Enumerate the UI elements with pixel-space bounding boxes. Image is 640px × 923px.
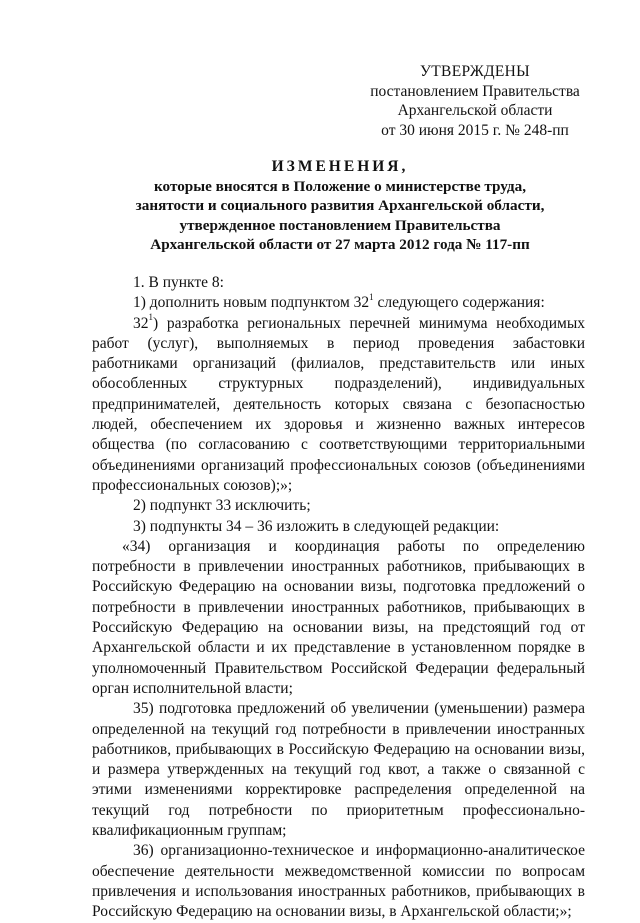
document-title: [100, 157, 580, 255]
paragraph-32-1-text: ) разработка региональных перечней минимума необходимых работ (услуг), выполняемых в период проведения забастовки работниками организаций (филиалов, представительств или иных обособленных структурных подразделений), индивидуальных предпринимателей, деятельность которых связана с безопасностью людей, обеспечением их здоровья и жизненно важных интересов общества (по согласованию с соответствующими территориальными объединениями организаций профессиональных союзов (объединениями профессиональных союзов);»;: [92, 314, 585, 494]
paragraph-subpoint-1-text: 1) дополнить новым подпунктом 32: [133, 294, 370, 312]
title-line-4: Архангельской области от 27 марта 2012 года № 117-пп: [150, 236, 530, 253]
paragraph-subpoint-1-tail: следующего содержания:: [373, 294, 545, 312]
paragraph-point-1: 1. В пункте 8:: [133, 274, 224, 291]
title-line-3: утвержденное постановлением Правительства: [179, 216, 501, 234]
document-body: [92, 273, 585, 923]
paragraph-36: 36) организационно-техническое и информационно-аналитическое обеспечение деятельности межведомственной комиссии по вопросам привлечения и использования иностранных работников, прибывающих в Российскую Федерацию на основании визы, в Архангельской области;»;: [92, 842, 585, 921]
approval-line-2: Архангельской области: [397, 102, 553, 119]
approval-block: [355, 62, 595, 140]
paragraph-32-1: [92, 314, 585, 497]
approval-heading: УТВЕРЖДЕНЫ: [420, 63, 530, 80]
paragraph-34: «34) организация и координация работы по определению потребности в привлечении иностранных работников, прибывающих в Российскую Федерацию на основании визы, подготовка предложений о потребности в привлечении иностранных работников, прибывающих в Российскую Федерацию на основании визы, на предстоящий год от Архангельской области и их представление в установленном порядке в уполномоченный Правительством Российской Федерации федеральный орган исполнительной власти;: [92, 537, 585, 697]
approval-line-3: от 30 июня 2015 г. № 248-пп: [381, 121, 569, 139]
superscript: 1: [148, 312, 153, 323]
title-line-2: занятости и социального развития Архангельской области,: [135, 197, 545, 214]
superscript: 1: [369, 292, 374, 303]
paragraph-subpoint-1: [92, 293, 585, 313]
paragraph-32-1-number: 32: [133, 314, 149, 332]
paragraph-subpoint-3: 3) подпункты 34 – 36 изложить в следующей редакции:: [133, 517, 500, 535]
title-main: ИЗМЕНЕНИЯ,: [271, 158, 409, 175]
approval-line-1: постановлением Правительства: [370, 82, 580, 100]
paragraph-subpoint-2: 2) подпункт 33 исключить;: [133, 497, 311, 515]
title-line-1: которые вносятся в Положение о министерстве труда,: [154, 177, 526, 195]
paragraph-35: 35) подготовка предложений об увеличении (уменьшении) размера определенной на текущий год потребности в привлечении иностранных работников, прибывающих в Российскую Федерацию на основании визы, и размера утвержденных на текущий год квот, а также о связанной с этими изменениями корректировке распределения определенной на текущий год потребности по приоритетным профессионально-квалификационным группам;: [92, 700, 585, 840]
